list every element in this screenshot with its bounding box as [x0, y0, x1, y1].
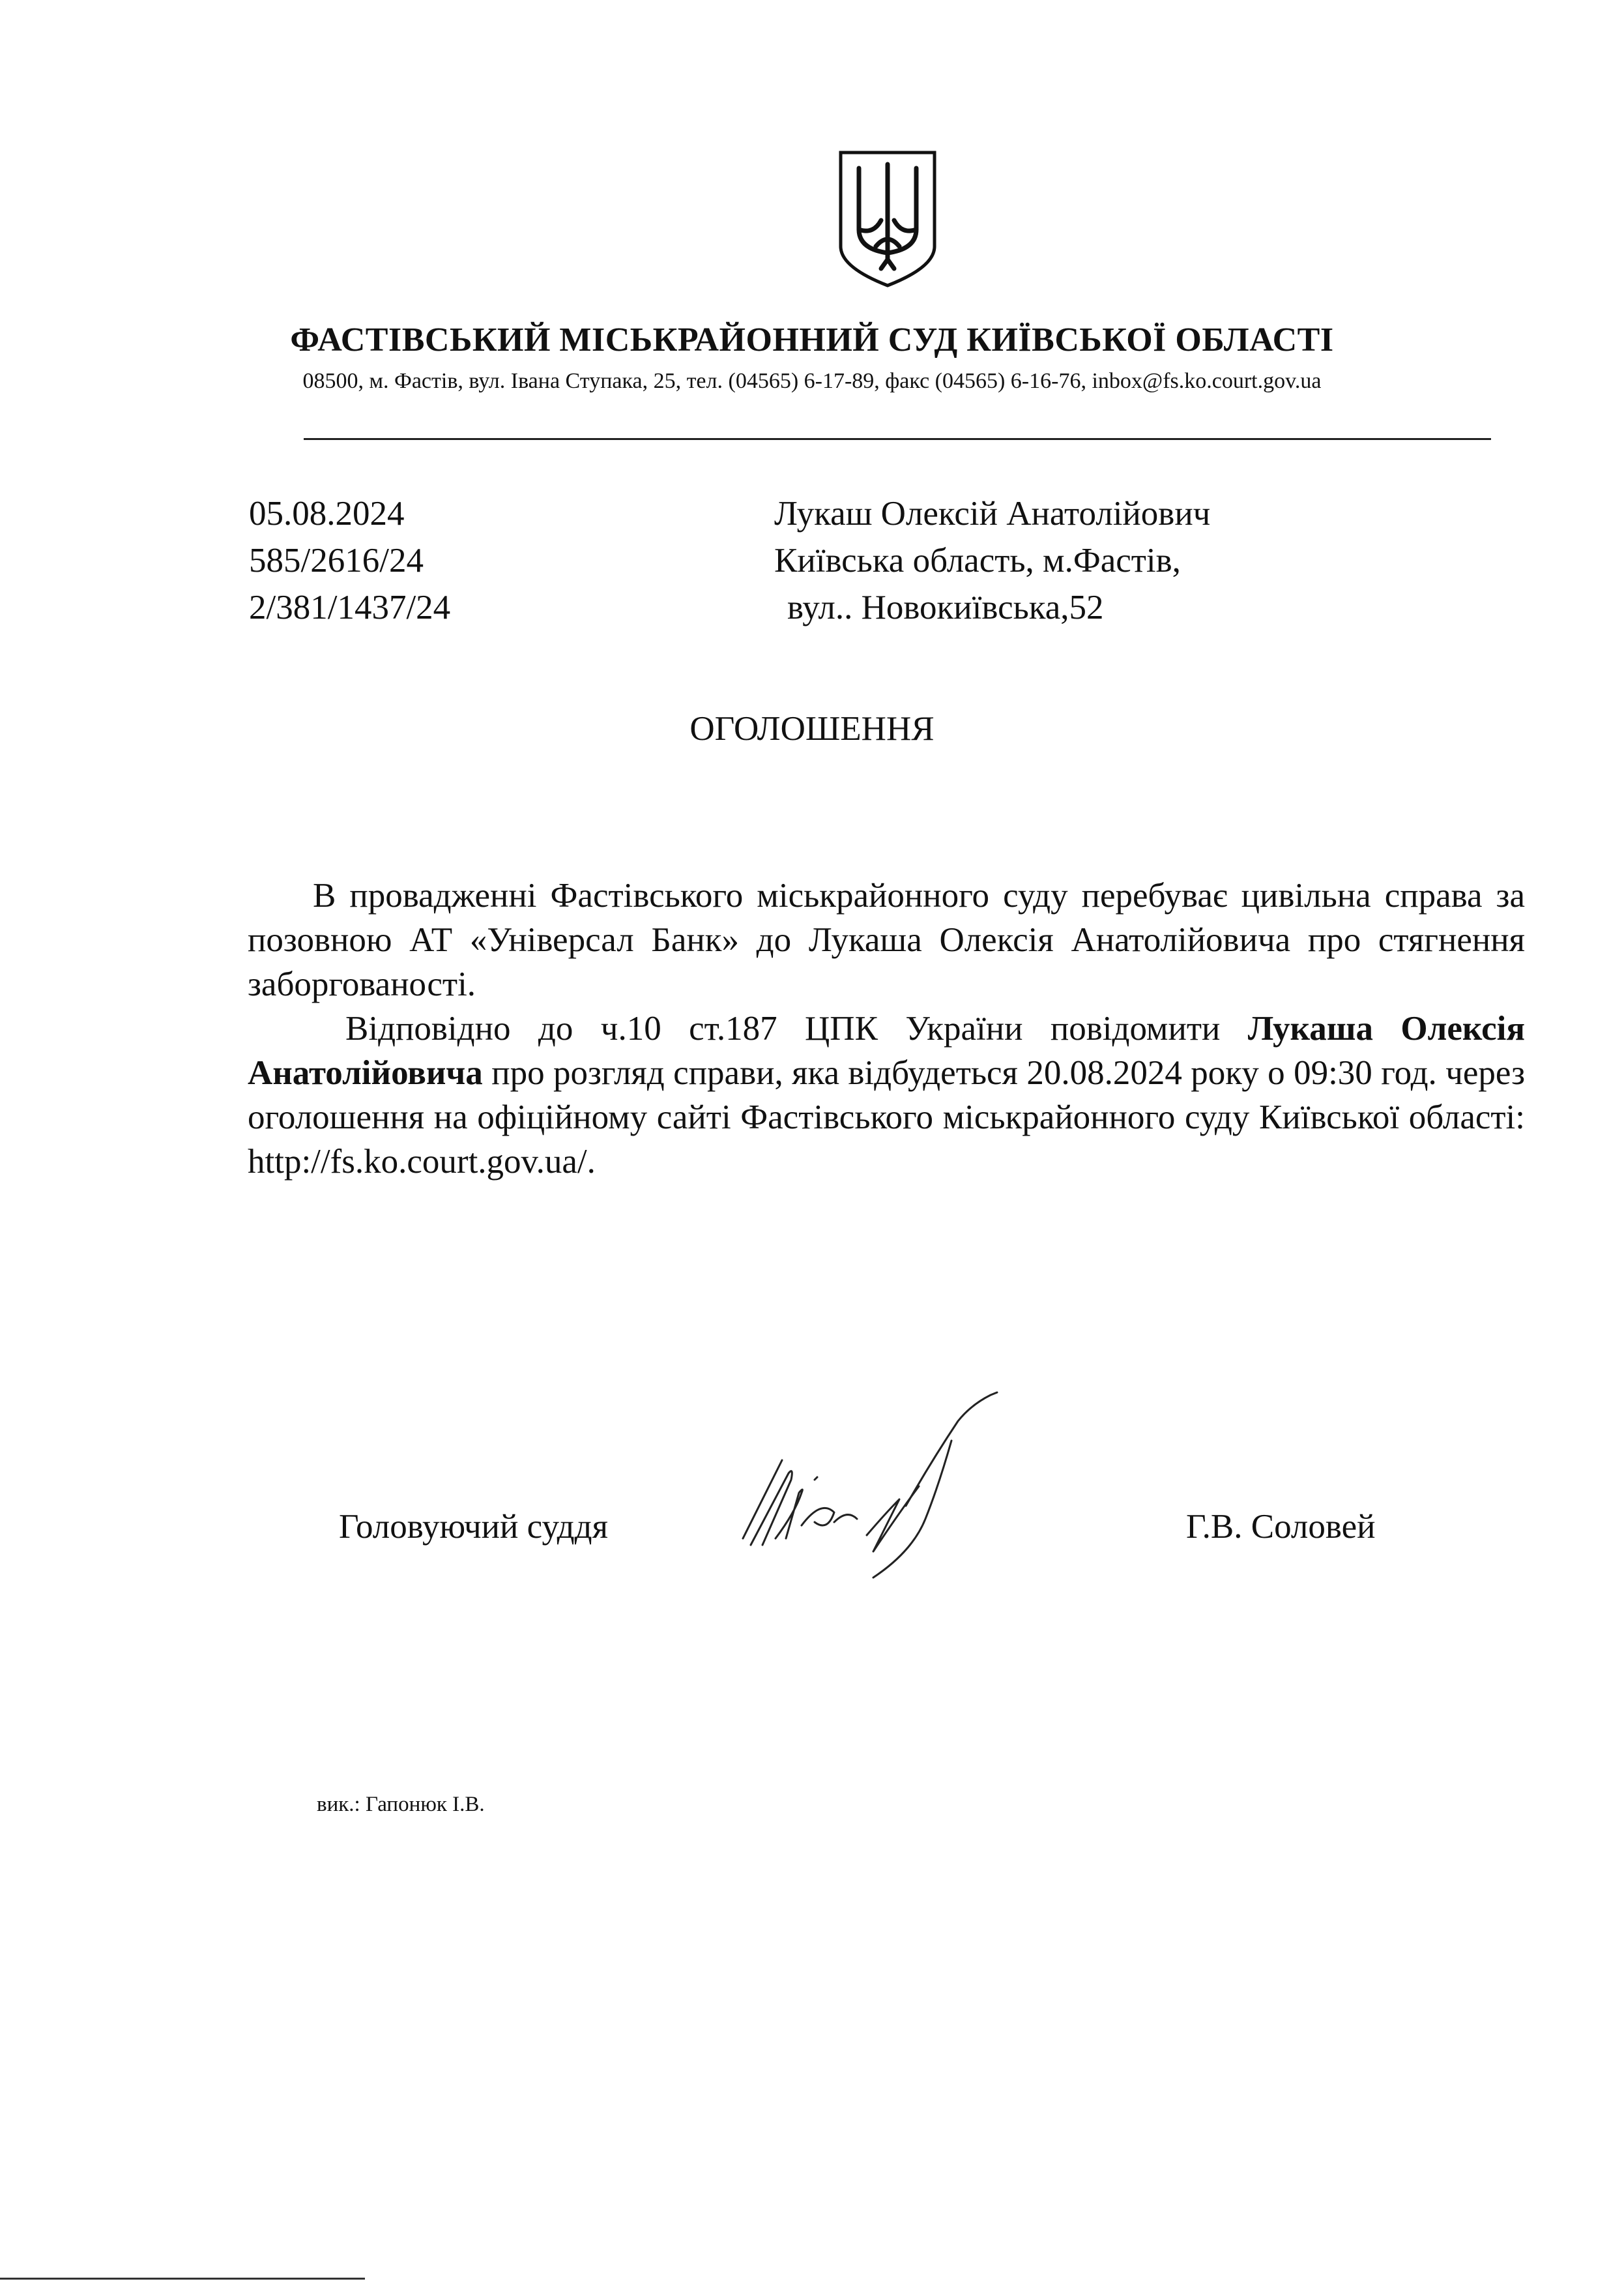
recipient-name: Лукаш Олексій Анатолійович [774, 495, 1211, 533]
body-paragraph-1: В провадженні Фастівського міськрайонного суду перебуває цивільна справа за позовною АТ «Універсал Банк» до Лукаша Олексія Анатолійовича про стягнення заборгованості. [248, 877, 1525, 1003]
executor-note: вик.: Гапонюк І.В. [317, 1793, 485, 1816]
header-divider [304, 438, 1491, 440]
recipient-city: Київська область, м.Фастів, [774, 542, 1181, 580]
judge-name: Г.В. Соловей [1186, 1508, 1376, 1546]
notice-body [248, 874, 1525, 1184]
body-paragraph-2-end: про розгляд справи, яка відбудеться 20.08.2024 року о 09:30 год. через оголошення на офіційному сайті Фастівського міськрайонного суду Київської області: http://fs.ko.court.gov.ua/. [248, 1054, 1525, 1181]
court-name: ФАСТІВСЬКИЙ МІСЬКРАЙОННИЙ СУД КИЇВСЬКОЇ ОБЛАСТІ [290, 321, 1334, 359]
defendant-name: Лукаша Олексія Анатолійовича [248, 1010, 1525, 1092]
footer-divider [0, 2278, 365, 2280]
document-title: ОГОЛОШЕННЯ [689, 710, 935, 748]
judge-role: Головуючий суддя [339, 1508, 608, 1546]
recipient-street: вул.. Новокиївська,52 [787, 589, 1104, 626]
document-date: 05.08.2024 [249, 495, 405, 533]
court-address: 08500, м. Фастів, вул. Івана Ступака, 25, тел. (04565) 6-17-89, факс (04565) 6-16-76, inbox@fs.ko.court.gov.ua [302, 369, 1322, 393]
handwritten-signature [736, 1382, 1075, 1591]
trident-emblem-icon [835, 149, 940, 289]
proceeding-number: 2/381/1437/24 [249, 589, 451, 626]
document-references [249, 490, 450, 631]
body-paragraph-2-start: Відповідно до ч.10 ст.187 ЦПК України повідомити [345, 1010, 1248, 1048]
case-number: 585/2616/24 [249, 542, 424, 580]
recipient-block [774, 490, 1210, 631]
body-paragraph-2 [248, 1006, 1525, 1184]
